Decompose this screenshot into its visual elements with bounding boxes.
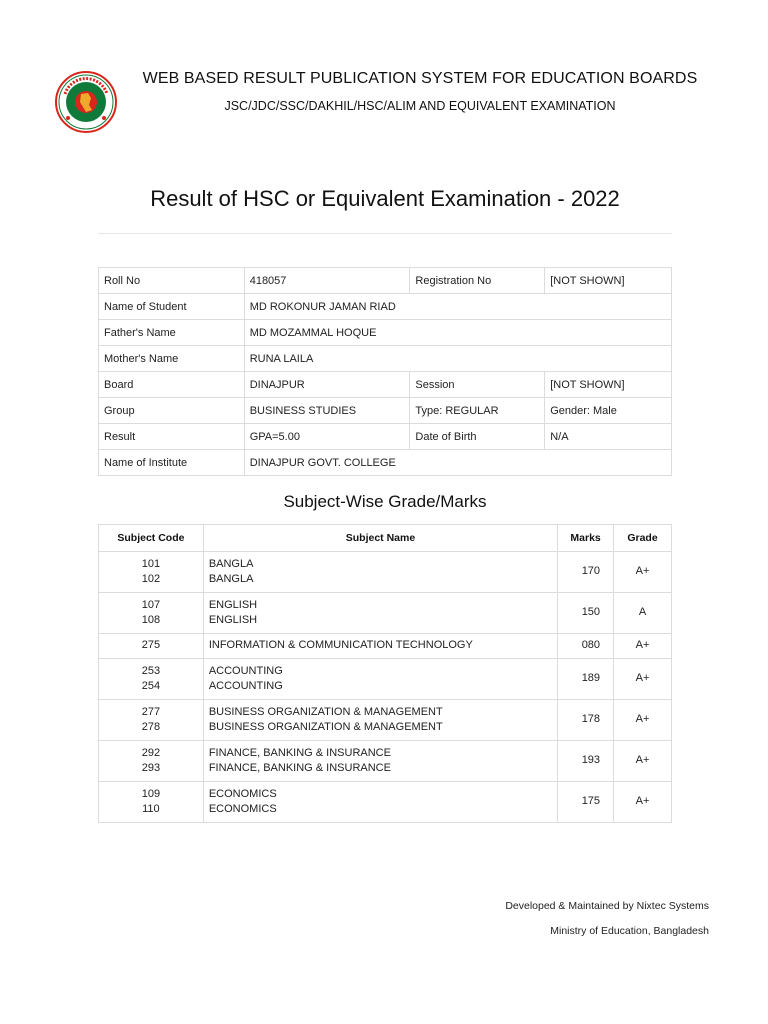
result-value: GPA=5.00 <box>244 424 410 450</box>
name-label: Name of Student <box>99 294 245 320</box>
registration-value: [NOT SHOWN] <box>545 268 672 294</box>
group-row <box>99 398 672 424</box>
subject-marks: 175 <box>558 782 614 823</box>
subject-marks: 150 <box>558 593 614 634</box>
subject-name: ACCOUNTING ACCOUNTING <box>203 659 557 700</box>
result-label: Result <box>99 424 245 450</box>
table-row <box>99 634 672 659</box>
board-value: DINAJPUR <box>244 372 410 398</box>
subject-grade: A+ <box>614 552 672 593</box>
subject-name: ECONOMICS ECONOMICS <box>203 782 557 823</box>
table-row <box>99 782 672 823</box>
subject-grade: A+ <box>614 634 672 659</box>
developer-credit: Developed & Maintained by Nixtec Systems <box>505 900 709 912</box>
site-title: WEB BASED RESULT PUBLICATION SYSTEM FOR EDUCATION BOARDS <box>142 70 698 87</box>
subject-marks: 178 <box>558 700 614 741</box>
subject-grade: A+ <box>614 782 672 823</box>
gender-value: Gender: Male <box>545 398 672 424</box>
subject-code: 253 254 <box>99 659 204 700</box>
father-row <box>99 320 672 346</box>
divider <box>98 233 672 234</box>
subject-marks: 193 <box>558 741 614 782</box>
subject-code: 109 110 <box>99 782 204 823</box>
roll-label: Roll No <box>99 268 245 294</box>
ministry-credit: Ministry of Education, Bangladesh <box>550 925 709 937</box>
subject-name: BANGLA BANGLA <box>203 552 557 593</box>
result-row <box>99 424 672 450</box>
board-label: Board <box>99 372 245 398</box>
name-value: MD ROKONUR JAMAN RIAD <box>244 294 671 320</box>
session-label: Session <box>410 372 545 398</box>
father-value: MD MOZAMMAL HOQUE <box>244 320 671 346</box>
grades-title: Subject-Wise Grade/Marks <box>283 492 487 511</box>
page-title: Result of HSC or Equivalent Examination - 2022 <box>150 186 620 211</box>
bangladesh-government-seal-icon <box>55 64 117 140</box>
dob-label: Date of Birth <box>410 424 545 450</box>
table-row <box>99 659 672 700</box>
subject-name: BUSINESS ORGANIZATION & MANAGEMENT BUSINESS ORGANIZATION & MANAGEMENT <box>203 700 557 741</box>
roll-value: 418057 <box>244 268 410 294</box>
subject-marks: 189 <box>558 659 614 700</box>
father-label: Father's Name <box>99 320 245 346</box>
subject-marks: 170 <box>558 552 614 593</box>
subject-grade: A+ <box>614 741 672 782</box>
institute-label: Name of Institute <box>99 450 245 476</box>
table-row <box>99 593 672 634</box>
name-row <box>99 294 672 320</box>
student-info-table <box>98 267 672 476</box>
subject-marks: 080 <box>558 634 614 659</box>
dob-value: N/A <box>545 424 672 450</box>
mother-value: RUNA LAILA <box>244 346 671 372</box>
table-row <box>99 741 672 782</box>
mother-row <box>99 346 672 372</box>
subject-name: ENGLISH ENGLISH <box>203 593 557 634</box>
subject-code: 277 278 <box>99 700 204 741</box>
grade-header: Grade <box>614 525 672 552</box>
subject-code: 292 293 <box>99 741 204 782</box>
roll-row <box>99 268 672 294</box>
subject-code: 275 <box>99 634 204 659</box>
type-value: Type: REGULAR <box>410 398 545 424</box>
subject-grade: A+ <box>614 700 672 741</box>
marks-header: Marks <box>558 525 614 552</box>
grades-header-row <box>99 525 672 552</box>
subject-grade: A+ <box>614 659 672 700</box>
subject-code: 107 108 <box>99 593 204 634</box>
mother-label: Mother's Name <box>99 346 245 372</box>
table-row <box>99 552 672 593</box>
group-value: BUSINESS STUDIES <box>244 398 410 424</box>
grades-table <box>98 524 672 823</box>
subject-grade: A <box>614 593 672 634</box>
registration-label: Registration No <box>410 268 545 294</box>
subject-name: INFORMATION & COMMUNICATION TECHNOLOGY <box>203 634 557 659</box>
table-row <box>99 700 672 741</box>
site-subtitle: JSC/JDC/SSC/DAKHIL/HSC/ALIM AND EQUIVALENT EXAMINATION <box>224 99 616 113</box>
institute-row <box>99 450 672 476</box>
session-value: [NOT SHOWN] <box>545 372 672 398</box>
subject-code-header: Subject Code <box>99 525 204 552</box>
subject-name: FINANCE, BANKING & INSURANCE FINANCE, BANKING & INSURANCE <box>203 741 557 782</box>
group-label: Group <box>99 398 245 424</box>
board-row <box>99 372 672 398</box>
subject-code: 101 102 <box>99 552 204 593</box>
subject-name-header: Subject Name <box>203 525 557 552</box>
institute-value: DINAJPUR GOVT. COLLEGE <box>244 450 671 476</box>
